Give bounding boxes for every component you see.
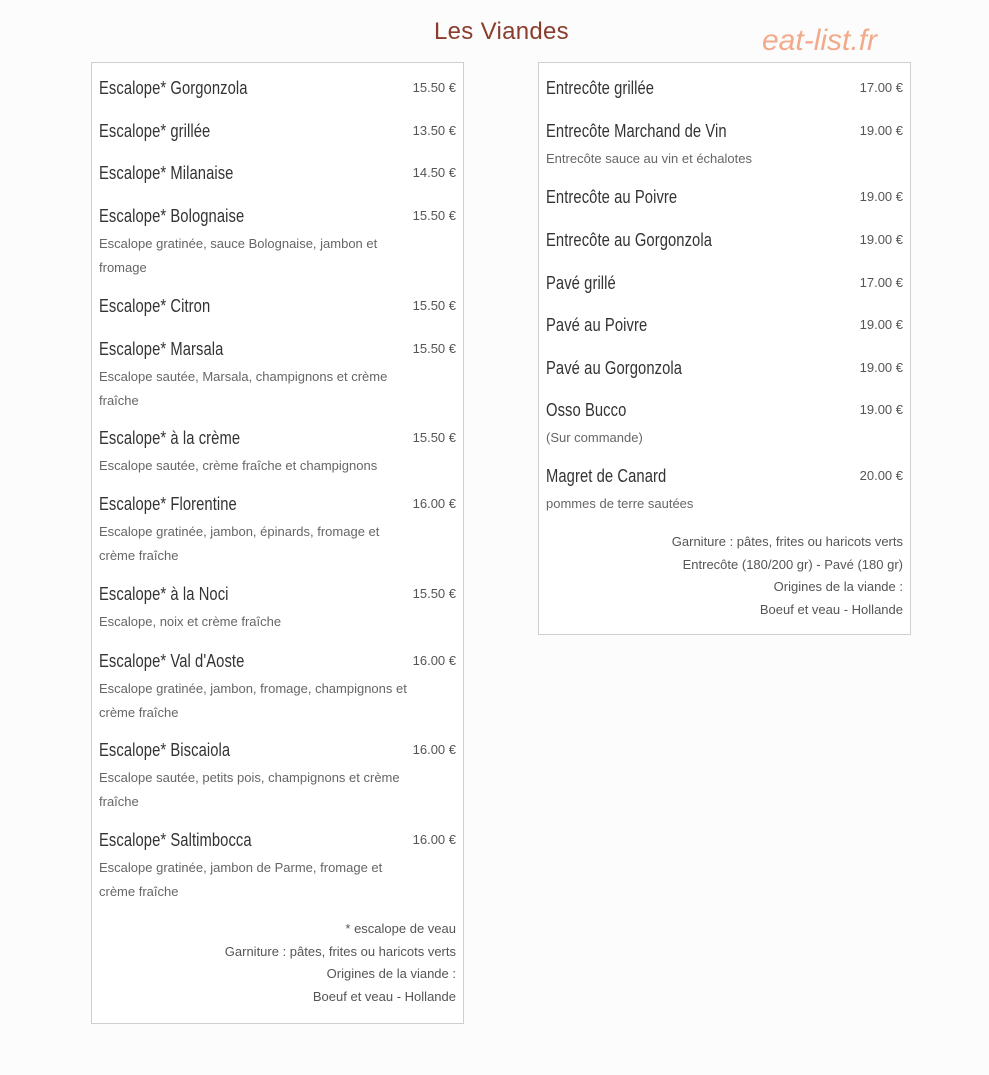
watermark-logo: eat-list.fr	[762, 24, 878, 57]
item-price: 15.50 €	[412, 586, 456, 601]
note-line: * escalope de veau	[345, 921, 456, 936]
item-name: Entrecôte Marchand de Vin	[546, 121, 727, 141]
item-name: Escalope* Florentine	[99, 494, 237, 514]
item-price: 14.50 €	[412, 165, 456, 180]
item-name: Pavé grillé	[546, 273, 616, 293]
item-price: 19.00 €	[859, 189, 903, 204]
item-name: Escalope* grillée	[99, 121, 211, 141]
item-description: Entrecôte sauce au vin et échalotes	[546, 151, 752, 166]
item-description: pommes de terre sautées	[546, 496, 694, 511]
item-price: 20.00 €	[859, 468, 903, 483]
menu-notes	[225, 918, 456, 1008]
item-price: 17.00 €	[859, 275, 903, 290]
menu-notes	[672, 531, 903, 621]
item-price: 15.50 €	[412, 208, 456, 223]
item-description: Escalope sautée, Marsala, champignons et crème fraîche	[99, 369, 388, 408]
item-price: 15.50 €	[412, 80, 456, 95]
item-price: 19.00 €	[859, 123, 903, 138]
item-price: 19.00 €	[859, 317, 903, 332]
item-description: Escalope gratinée, jambon, épinards, fromage et crème fraîche	[99, 524, 380, 563]
note-line: Entrecôte (180/200 gr) - Pavé (180 gr)	[682, 556, 903, 572]
item-price: 19.00 €	[859, 232, 903, 247]
item-name: Escalope* Marsala	[99, 339, 224, 359]
item-price: 17.00 €	[859, 80, 903, 95]
note-line: Origines de la viande :	[326, 966, 456, 981]
item-name: Pavé au Gorgonzola	[546, 358, 683, 378]
note-line: Origines de la viande :	[773, 579, 903, 594]
item-description: Escalope gratinée, jambon de Parme, fromage et crème fraîche	[99, 860, 383, 899]
item-name: Pavé au Poivre	[546, 315, 648, 335]
item-name: Entrecôte au Poivre	[546, 187, 678, 207]
item-name: Escalope* Milanaise	[99, 163, 234, 183]
item-description: Escalope sautée, petits pois, champignons et crème fraîche	[99, 770, 400, 809]
item-price: 15.50 €	[412, 341, 456, 356]
note-line: Garniture : pâtes, frites ou haricots verts	[224, 943, 456, 959]
item-name: Entrecôte grillée	[546, 78, 655, 98]
note-line: Boeuf et veau - Hollande	[312, 988, 456, 1004]
item-name: Escalope* Citron	[99, 296, 211, 316]
left-menu-panel	[91, 62, 464, 1024]
item-name: Escalope* Biscaiola	[99, 740, 231, 760]
item-price: 19.00 €	[859, 402, 903, 417]
item-description: Escalope, noix et crème fraîche	[99, 614, 282, 629]
item-name: Escalope* Val d'Aoste	[99, 651, 245, 671]
item-price: 16.00 €	[412, 742, 456, 757]
item-name: Escalope* Bolognaise	[99, 206, 245, 226]
item-price: 16.00 €	[412, 496, 456, 511]
right-menu-panel	[538, 62, 911, 635]
item-price: 16.00 €	[412, 832, 456, 847]
item-description: (Sur commande)	[546, 430, 643, 445]
item-name: Escalope* Gorgonzola	[99, 78, 248, 98]
item-name: Entrecôte au Gorgonzola	[546, 230, 712, 250]
item-price: 19.00 €	[859, 360, 903, 375]
item-price: 16.00 €	[412, 653, 456, 668]
item-name: Escalope* Saltimbocca	[99, 830, 252, 850]
item-name: Magret de Canard	[546, 466, 667, 486]
page-title: Les Viandes	[434, 18, 569, 45]
item-description: Escalope gratinée, jambon, fromage, champignons et crème fraîche	[99, 681, 407, 720]
item-description: Escalope sautée, crème fraîche et champignons	[99, 458, 378, 473]
item-name: Escalope* à la crème	[99, 428, 241, 448]
item-price: 13.50 €	[412, 123, 456, 138]
item-price: 15.50 €	[412, 298, 456, 313]
item-name: Escalope* à la Noci	[99, 584, 229, 604]
note-line: Garniture : pâtes, frites ou haricots verts	[671, 534, 903, 549]
note-line: Boeuf et veau - Hollande	[759, 601, 903, 617]
item-price: 15.50 €	[412, 430, 456, 445]
item-name: Osso Bucco	[546, 400, 627, 420]
item-description: Escalope gratinée, sauce Bolognaise, jambon et fromage	[99, 236, 378, 275]
